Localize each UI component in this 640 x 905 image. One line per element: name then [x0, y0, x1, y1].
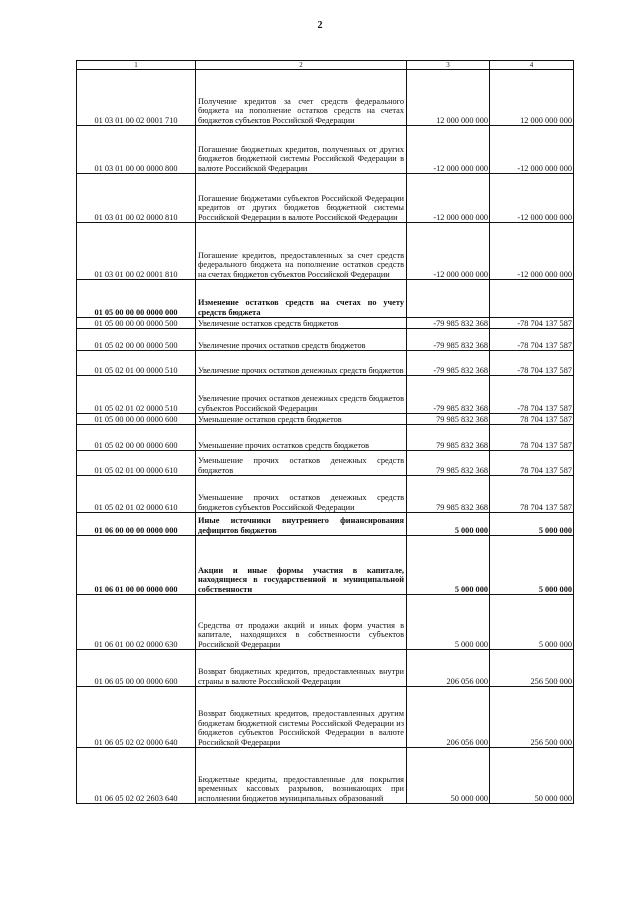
table-row	[77, 329, 574, 351]
amount-cell-col3: 79 985 832 368	[407, 476, 490, 513]
table-row	[77, 536, 574, 595]
amount-cell-col4: -12 000 000 000	[490, 223, 574, 280]
code-cell: 01 03 01 00 00 0000 800	[77, 126, 196, 174]
code-cell: 01 05 02 00 00 0000 500	[77, 329, 196, 351]
table-row	[77, 513, 574, 536]
name-cell: Увеличение прочих остатков денежных средств бюджетов субъектов Российской Федерации	[196, 376, 407, 414]
amount-cell-col3: 50 000 000	[407, 748, 490, 804]
amount-cell-col4: -12 000 000 000	[490, 174, 574, 223]
code-cell: 01 06 05 02 02 0000 640	[77, 687, 196, 748]
table-row	[77, 451, 574, 476]
amount-cell-col3: -12 000 000 000	[407, 174, 490, 223]
amount-cell-col4: 5 000 000	[490, 595, 574, 650]
page-number: 2	[317, 20, 323, 31]
header-cell: 1	[77, 61, 196, 70]
table-row	[77, 425, 574, 451]
name-cell: Бюджетные кредиты, предоставленные для покрытия временных кассовых разрывов, возникающих при исполнении бюджетов муниципальных образований	[196, 748, 407, 804]
code-cell: 01 05 00 00 00 0000 000	[77, 280, 196, 318]
table-row	[77, 318, 574, 329]
code-cell: 01 03 01 00 02 0001 810	[77, 223, 196, 280]
amount-cell-col4: 78 704 137 587	[490, 414, 574, 425]
amount-cell-col4: -78 704 137 587	[490, 318, 574, 329]
amount-cell-col4: 12 000 000 000	[490, 70, 574, 126]
amount-cell-col3: -12 000 000 000	[407, 126, 490, 174]
amount-cell-col3: 79 985 832 368	[407, 451, 490, 476]
name-cell: Акции и иные формы участия в капитале, находящиеся в государственной и муниципальной собственности	[196, 536, 407, 595]
name-cell: Увеличение прочих остатков средств бюджетов	[196, 329, 407, 351]
amount-cell-col3: -79 985 832 368	[407, 351, 490, 376]
amount-cell-col4: 256 500 000	[490, 687, 574, 748]
amount-cell-col3: 12 000 000 000	[407, 70, 490, 126]
amount-cell-col4: 256 500 000	[490, 650, 574, 687]
amount-cell-col3: 206 056 000	[407, 650, 490, 687]
header-cell: 4	[490, 61, 574, 70]
table-row	[77, 476, 574, 513]
amount-cell-col4: 50 000 000	[490, 748, 574, 804]
amount-cell-col4	[490, 280, 574, 318]
header-cell: 3	[407, 61, 490, 70]
amount-cell-col4: 78 704 137 587	[490, 451, 574, 476]
code-cell: 01 05 02 01 02 0000 510	[77, 376, 196, 414]
amount-cell-col4: 78 704 137 587	[490, 425, 574, 451]
code-cell: 01 05 00 00 00 0000 500	[77, 318, 196, 329]
amount-cell-col3: 5 000 000	[407, 595, 490, 650]
name-cell: Уменьшение прочих остатков денежных средств бюджетов	[196, 451, 407, 476]
amount-cell-col3: 206 056 000	[407, 687, 490, 748]
name-cell: Увеличение остатков средств бюджетов	[196, 318, 407, 329]
name-cell: Увеличение прочих остатков денежных средств бюджетов	[196, 351, 407, 376]
code-cell: 01 06 05 02 02 2603 640	[77, 748, 196, 804]
name-cell: Изменение остатков средств на счетах по учету средств бюджета	[196, 280, 407, 318]
code-cell: 01 06 01 00 00 0000 000	[77, 536, 196, 595]
table-row	[77, 280, 574, 318]
budget-sources-table	[76, 60, 574, 804]
code-cell: 01 03 01 00 02 0001 710	[77, 70, 196, 126]
amount-cell-col3: 5 000 000	[407, 513, 490, 536]
amount-cell-col4: 78 704 137 587	[490, 476, 574, 513]
table-row	[77, 376, 574, 414]
table-row	[77, 414, 574, 425]
table-row	[77, 650, 574, 687]
name-cell: Получение кредитов за счет средств федерального бюджета на пополнение остатков средств на счетах бюджетов субъектов Российской Федерации	[196, 70, 407, 126]
amount-cell-col3: -79 985 832 368	[407, 329, 490, 351]
amount-cell-col3: 79 985 832 368	[407, 425, 490, 451]
amount-cell-col3: -12 000 000 000	[407, 223, 490, 280]
table-row	[77, 126, 574, 174]
amount-cell-col4: -78 704 137 587	[490, 329, 574, 351]
amount-cell-col4: -78 704 137 587	[490, 351, 574, 376]
code-cell: 01 05 02 01 00 0000 610	[77, 451, 196, 476]
code-cell: 01 05 00 00 00 0000 600	[77, 414, 196, 425]
table-row	[77, 70, 574, 126]
code-cell: 01 05 02 01 02 0000 610	[77, 476, 196, 513]
code-cell: 01 05 02 00 00 0000 600	[77, 425, 196, 451]
name-cell: Погашение бюджетных кредитов, полученных от других бюджетов бюджетной системы Российской Федерации в валюте Российской Федерации	[196, 126, 407, 174]
table-row	[77, 687, 574, 748]
amount-cell-col4: -12 000 000 000	[490, 126, 574, 174]
code-cell: 01 05 02 01 00 0000 510	[77, 351, 196, 376]
name-cell: Возврат бюджетных кредитов, предоставленных внутри страны в валюте Российской Федерации	[196, 650, 407, 687]
amount-cell-col4: 5 000 000	[490, 536, 574, 595]
name-cell: Средства от продажи акций и иных форм участия в капитале, находящихся в собственности субъектов Российской Федерации	[196, 595, 407, 650]
table-row	[77, 223, 574, 280]
amount-cell-col4: -78 704 137 587	[490, 376, 574, 414]
name-cell: Уменьшение прочих остатков средств бюджетов	[196, 425, 407, 451]
code-cell: 01 06 05 00 00 0000 600	[77, 650, 196, 687]
name-cell: Иные источники внутреннего финансирования дефицитов бюджетов	[196, 513, 407, 536]
code-cell: 01 06 01 00 02 0000 630	[77, 595, 196, 650]
code-cell: 01 06 00 00 00 0000 000	[77, 513, 196, 536]
name-cell: Погашение кредитов, предоставленных за счет средств федерального бюджета на пополнение остатков средств на счетах бюджетов субъектов Российской Федерации	[196, 223, 407, 280]
code-cell: 01 03 01 00 02 0000 810	[77, 174, 196, 223]
table-row	[77, 748, 574, 804]
name-cell: Возврат бюджетных кредитов, предоставленных другим бюджетам бюджетной системы Российской Федерации из бюджетов субъектов Российской Федерации в валюте Российской Федерации	[196, 687, 407, 748]
amount-cell-col3: -79 985 832 368	[407, 376, 490, 414]
amount-cell-col3: 79 985 832 368	[407, 414, 490, 425]
header-cell: 2	[196, 61, 407, 70]
amount-cell-col3: 5 000 000	[407, 536, 490, 595]
name-cell: Уменьшение остатков средств бюджетов	[196, 414, 407, 425]
amount-cell-col3: -79 985 832 368	[407, 318, 490, 329]
table-header-row	[77, 61, 574, 70]
amount-cell-col4: 5 000 000	[490, 513, 574, 536]
name-cell: Погашение бюджетами субъектов Российской Федерации кредитов от других бюджетов бюджетной системы Российской Федерации в валюте Российской Федерации	[196, 174, 407, 223]
table-row	[77, 174, 574, 223]
table-row	[77, 595, 574, 650]
name-cell: Уменьшение прочих остатков денежных средств бюджетов субъектов Российской Федерации	[196, 476, 407, 513]
table-row	[77, 351, 574, 376]
amount-cell-col3	[407, 280, 490, 318]
